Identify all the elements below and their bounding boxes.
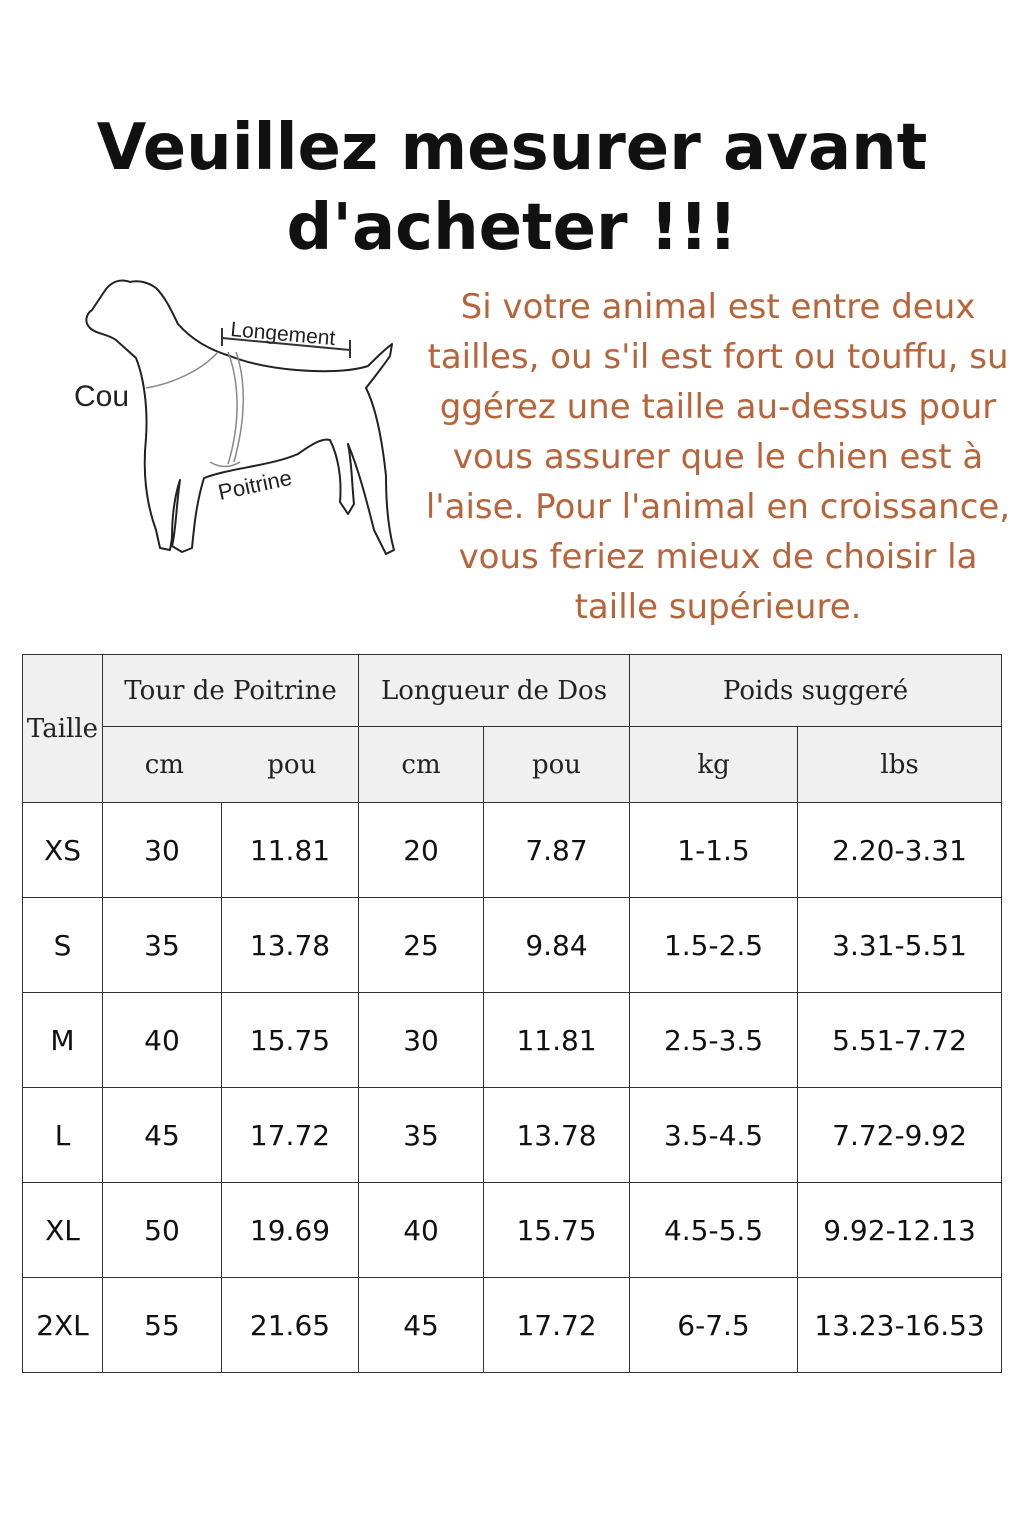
weight-lbs-cell: 3.31-5.51 [798, 898, 1002, 993]
chest-in-cell: 17.72 [222, 1088, 359, 1183]
advice-line: vous feriez mieux de choisir la [458, 537, 978, 577]
table-row [23, 1088, 1002, 1183]
chest-label: Poitrine [215, 464, 295, 505]
weight-lbs-cell: 2.20-3.31 [798, 803, 1002, 898]
weight-kg-cell: 1.5-2.5 [630, 898, 798, 993]
advice-line: Si votre animal est entre deux [460, 287, 976, 327]
advice-line: vous assurer que le chien est à [452, 437, 984, 477]
weight-kg-cell: 2.5-3.5 [630, 993, 798, 1088]
chest-in-cell: 11.81 [222, 803, 359, 898]
back-cm-cell: 45 [359, 1278, 484, 1373]
back-cm-cell: 30 [359, 993, 484, 1088]
neck-label: Cou [74, 380, 130, 413]
size-cell: XS [23, 803, 103, 898]
back-in-unit: pou [484, 727, 630, 803]
back-cm-cell: 25 [359, 898, 484, 993]
chest-cm-cell: 55 [103, 1278, 222, 1373]
advice-line: l'aise. Pour l'animal en croissance, [425, 487, 1011, 527]
page-title [0, 108, 1024, 268]
sizing-advice [420, 282, 1016, 632]
back-in-cell: 17.72 [484, 1278, 630, 1373]
advice-line: tailles, ou s'il est fort ou touffu, su [427, 337, 1009, 377]
chest-in-cell: 19.69 [222, 1183, 359, 1278]
chest-in-unit: pou [267, 749, 317, 780]
advice-line: ggérez une taille au-dessus pour [439, 387, 997, 427]
back-in-cell: 11.81 [484, 993, 630, 1088]
size-cell: S [23, 898, 103, 993]
weight-kg-cell: 3.5-4.5 [630, 1088, 798, 1183]
weight-lbs-cell: 5.51-7.72 [798, 993, 1002, 1088]
weight-lbs-cell: 13.23-16.53 [798, 1278, 1002, 1373]
back-cm-cell: 20 [359, 803, 484, 898]
size-chart-table [22, 654, 1002, 1373]
size-cell: M [23, 993, 103, 1088]
dog-outline-icon [60, 268, 420, 568]
back-group-header: Longueur de Dos [359, 655, 630, 727]
chest-cm-unit: cm [144, 749, 184, 780]
chest-units-header [103, 727, 359, 803]
table-row [23, 803, 1002, 898]
table-row [23, 898, 1002, 993]
dog-measurement-diagram [60, 268, 420, 568]
back-in-cell: 15.75 [484, 1183, 630, 1278]
weight-kg-cell: 1-1.5 [630, 803, 798, 898]
weight-lbs-cell: 9.92-12.13 [798, 1183, 1002, 1278]
weight-kg-unit: kg [630, 727, 798, 803]
size-cell: 2XL [23, 1278, 103, 1373]
weight-kg-cell: 4.5-5.5 [630, 1183, 798, 1278]
back-in-cell: 9.84 [484, 898, 630, 993]
back-cm-cell: 35 [359, 1088, 484, 1183]
title-line-1: Veuillez mesurer avant [96, 111, 928, 185]
weight-group-header: Poids suggeré [630, 655, 1002, 727]
back-in-cell: 13.78 [484, 1088, 630, 1183]
size-cell: XL [23, 1183, 103, 1278]
weight-kg-cell: 6-7.5 [630, 1278, 798, 1373]
back-cm-cell: 40 [359, 1183, 484, 1278]
chest-cm-cell: 35 [103, 898, 222, 993]
chest-cm-cell: 50 [103, 1183, 222, 1278]
weight-lbs-unit: lbs [798, 727, 1002, 803]
chest-cm-cell: 45 [103, 1088, 222, 1183]
title-line-2: d'acheter !!! [286, 191, 738, 265]
chest-in-cell: 15.75 [222, 993, 359, 1088]
back-cm-unit: cm [359, 727, 484, 803]
size-cell: L [23, 1088, 103, 1183]
table-row [23, 993, 1002, 1088]
table-row [23, 1183, 1002, 1278]
chest-in-cell: 21.65 [222, 1278, 359, 1373]
chest-cm-cell: 30 [103, 803, 222, 898]
size-header: Taille [23, 655, 103, 803]
table-row [23, 1278, 1002, 1373]
back-in-cell: 7.87 [484, 803, 630, 898]
chest-group-header: Tour de Poitrine [103, 655, 359, 727]
length-label: Longement [229, 318, 337, 351]
chest-cm-cell: 40 [103, 993, 222, 1088]
chest-in-cell: 13.78 [222, 898, 359, 993]
weight-lbs-cell: 7.72-9.92 [798, 1088, 1002, 1183]
advice-line: taille supérieure. [574, 587, 862, 627]
